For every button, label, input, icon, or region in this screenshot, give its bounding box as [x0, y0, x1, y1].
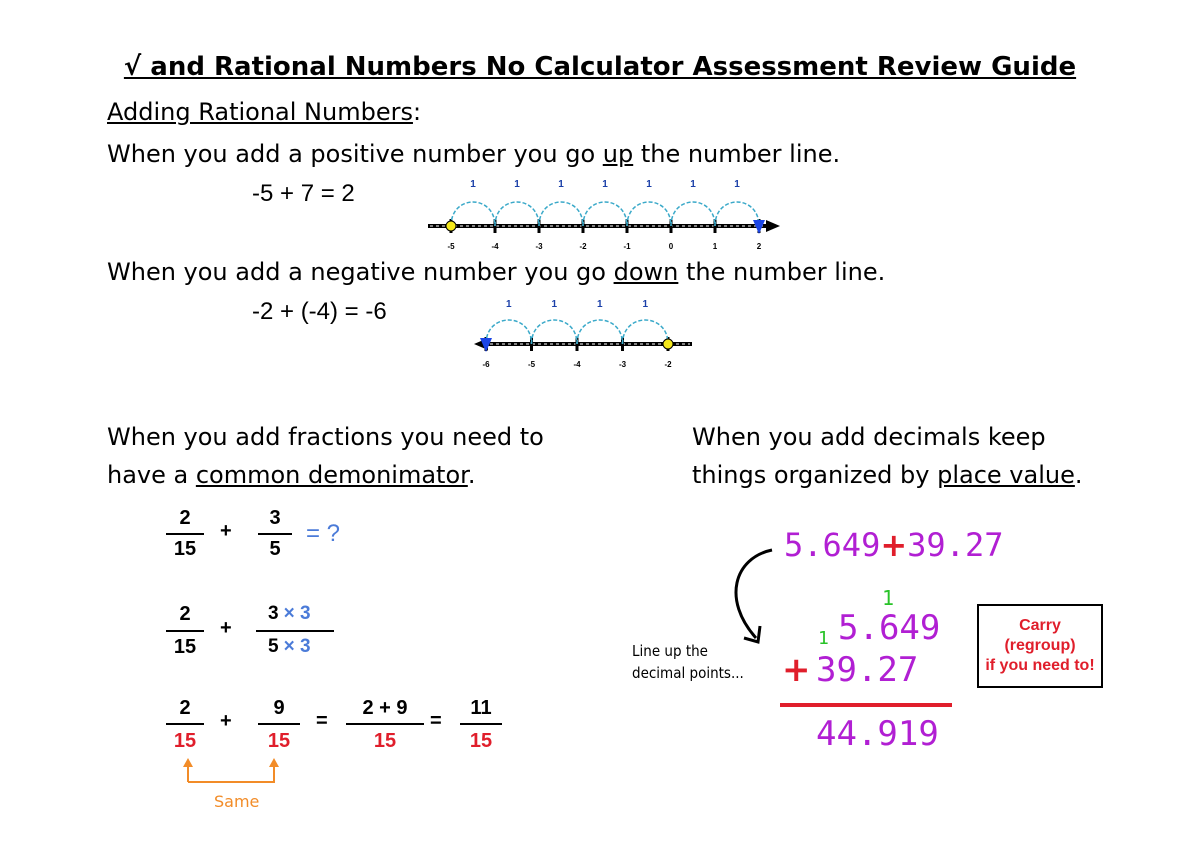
arrow-head-icon — [766, 220, 780, 232]
tick-label: -5 — [527, 360, 536, 369]
start-point-marker — [446, 221, 456, 231]
jump-arc — [583, 202, 627, 226]
decimal-problem — [784, 526, 1003, 564]
section-heading — [107, 98, 421, 126]
jump-label: 1 — [514, 179, 520, 190]
jump-arc — [627, 202, 671, 226]
jump-arc — [577, 320, 623, 344]
fraction-bar — [460, 723, 502, 725]
row3-numerator-4: 11 — [470, 697, 492, 719]
jump-label: 1 — [690, 179, 696, 190]
tick-label: -1 — [623, 242, 631, 251]
negative-rule-post: the number line. — [678, 258, 886, 286]
jump-label: 1 — [596, 299, 603, 310]
work-row1: 5.649 — [838, 608, 941, 648]
row1-question: = ? — [306, 520, 341, 547]
row3-equals-2: = — [430, 710, 442, 732]
row2-numerator-1: 2 — [179, 603, 191, 625]
jump-label: 1 — [602, 179, 608, 190]
row2-denominator-2-multiplier: × 3 — [283, 636, 311, 657]
same-arrow-left-icon — [183, 758, 193, 767]
tick-label: -3 — [618, 360, 627, 369]
sum-bar — [780, 703, 952, 707]
section-heading-text: Adding Rational Numbers — [107, 98, 413, 126]
carry-box — [977, 604, 1103, 688]
fractions-rule — [107, 418, 544, 494]
jump-arc — [539, 202, 583, 226]
tick-label: -5 — [447, 242, 455, 251]
work-result: 44.919 — [816, 714, 939, 754]
jump-arc — [451, 202, 495, 226]
carry-top: 1 — [882, 586, 895, 610]
same-bracket — [176, 756, 286, 792]
jump-arc — [671, 202, 715, 226]
decimal-problem-b: 39.27 — [907, 526, 1004, 564]
tick-label: -3 — [535, 242, 543, 251]
fractions-rule-line2 — [107, 456, 544, 494]
carry-box-line2: (regroup) — [1004, 637, 1076, 654]
fraction-bar — [346, 723, 424, 725]
fractions-rule-line1: When you add fractions you need to — [107, 423, 544, 451]
positive-example: -5 + 7 = 2 — [252, 180, 355, 207]
jump-arc — [623, 320, 669, 344]
decimals-rule-post: . — [1074, 461, 1083, 489]
fractions-rule-key: common demonimator — [195, 461, 468, 489]
negative-example: -2 + (-4) = -6 — [252, 298, 387, 325]
negative-rule — [107, 258, 885, 286]
decimals-rule-line2 — [692, 456, 1083, 494]
row1-numerator-2: 3 — [269, 507, 281, 529]
jump-label: 1 — [646, 179, 652, 190]
row1-plus: + — [220, 520, 232, 542]
row3-denominator-3: 15 — [373, 730, 397, 752]
negative-rule-pre: When you add a negative number you go — [107, 258, 614, 286]
decimals-rule-pre: things organized by — [692, 461, 938, 489]
decimal-problem-plus: + — [880, 526, 908, 564]
row2-plus: + — [220, 617, 232, 639]
row1-denominator-1: 15 — [173, 538, 197, 560]
row2-numerator-2-value: 3 — [268, 603, 279, 624]
row1-numerator-1: 2 — [179, 507, 191, 529]
tick-label: -6 — [482, 360, 490, 369]
negative-rule-key: down — [613, 258, 679, 286]
number-line-negative — [470, 294, 700, 376]
start-point-marker — [663, 339, 673, 349]
row2-denominator-1: 15 — [173, 636, 197, 658]
tick-label: -2 — [579, 242, 587, 251]
tick-label: 1 — [712, 242, 718, 251]
work-plus: + — [782, 650, 811, 690]
carry-box-line1: Carry — [1019, 617, 1061, 634]
tick-label: 0 — [668, 242, 674, 251]
tick-label: -4 — [573, 360, 581, 369]
fraction-bar — [256, 630, 334, 632]
row3-equals-1: = — [316, 710, 328, 732]
fraction-bar — [258, 723, 300, 725]
row1-denominator-2: 5 — [269, 538, 281, 560]
row3-numerator-3: 2 + 9 — [362, 697, 408, 719]
fraction-bar — [166, 630, 204, 632]
row2-denominator-2 — [268, 636, 311, 658]
positive-rule-key: up — [602, 140, 634, 168]
same-bracket-line — [188, 764, 274, 782]
row3-numerator-2: 9 — [273, 697, 285, 719]
jump-label: 1 — [734, 179, 740, 190]
jump-arc — [486, 320, 532, 344]
fractions-rule-post: . — [467, 461, 476, 489]
positive-rule-pre: When you add a positive number you go — [107, 140, 603, 168]
positive-rule-post: the number line. — [633, 140, 841, 168]
positive-rule — [107, 140, 840, 168]
carry-left: 1 — [818, 628, 829, 649]
tick-label: -2 — [664, 360, 672, 369]
work-row2: 39.27 — [816, 650, 919, 690]
jump-label: 1 — [642, 299, 649, 310]
row2-numerator-2 — [268, 603, 311, 625]
jump-arc — [532, 320, 578, 344]
decimals-rule-key: place value — [937, 461, 1075, 489]
lineup-note — [632, 640, 744, 684]
curved-arrow-path — [736, 550, 772, 638]
row3-plus: + — [220, 710, 232, 732]
jump-arc — [495, 202, 539, 226]
tick-label: 2 — [756, 242, 762, 251]
fraction-bar — [166, 533, 204, 535]
fraction-bar — [166, 723, 204, 725]
number-line-positive — [420, 176, 790, 258]
same-arrow-right-icon — [269, 758, 279, 767]
same-label: Same — [214, 792, 260, 811]
jump-label: 1 — [551, 299, 558, 310]
jump-label: 1 — [558, 179, 564, 190]
carry-box-line3: if you need to! — [985, 657, 1095, 674]
decimals-rule-line1: When you add decimals keep — [692, 423, 1046, 451]
fraction-bar — [258, 533, 292, 535]
row3-denominator-2: 15 — [267, 730, 291, 752]
jump-arc — [715, 202, 759, 226]
decimals-rule — [692, 418, 1083, 494]
row3-denominator-1: 15 — [173, 730, 197, 752]
tick-label: -4 — [491, 242, 499, 251]
section-heading-colon: : — [412, 98, 422, 126]
lineup-note-line1: Line up the — [632, 642, 708, 660]
jump-label: 1 — [470, 179, 476, 190]
page-title: √ and Rational Numbers No Calculator Assessment Review Guide — [123, 52, 1077, 82]
row2-numerator-2-multiplier: × 3 — [283, 603, 311, 624]
lineup-note-line2: decimal points... — [632, 664, 744, 682]
row3-numerator-1: 2 — [179, 697, 191, 719]
decimal-problem-a: 5.649 — [784, 526, 881, 564]
jump-label: 1 — [505, 299, 512, 310]
row2-denominator-2-value: 5 — [268, 636, 279, 657]
row3-denominator-4: 15 — [469, 730, 493, 752]
fractions-rule-pre: have a — [107, 461, 196, 489]
